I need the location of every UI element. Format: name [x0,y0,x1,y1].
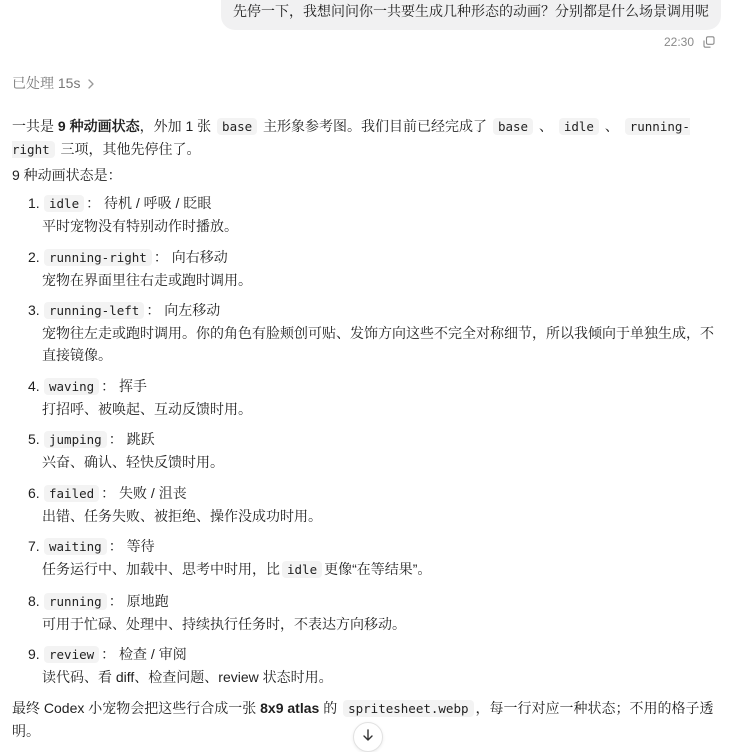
states-list [12,192,724,688]
states-list-title: 9 种动画状态是： [12,167,122,183]
state-name: ： 等待 [108,538,155,554]
closing-text-2: 的 [323,699,338,716]
state-desc: 宠物往左走或跑时调用。你的角色有脸颊创可贴、发饰方向这些不完全对称细节，所以我倾向于单独生成，不直接镜像。 [42,325,714,363]
state-code: running [44,593,107,610]
state-desc: 平时宠物没有特别动作时播放。 [42,218,238,234]
item-head [42,375,724,398]
state-code: waving [44,378,99,395]
state-code: review [44,646,99,663]
list-item [12,428,724,473]
item-number: 9. [28,646,40,662]
item-head [42,299,724,322]
intro-bold: 9 种动画状态 [57,118,140,134]
state-desc [42,558,724,581]
processed-label: 已处理 15s [12,75,81,91]
state-code: idle [44,195,84,212]
list-item [12,299,724,366]
state-name: ： 检查 / 审阅 [101,646,187,662]
intro-text-2: ，外加 1 张 [139,118,212,134]
list-item [12,643,724,688]
intro-text-4: 三项，其他先停住了。 [60,141,201,157]
user-message-bubble [221,0,721,30]
item-number: 3. [28,302,40,318]
state-name: ： 跳跃 [108,431,155,447]
inline-code-done-3: running-right [12,119,690,157]
state-name: ： 待机 / 呼吸 / 眨眼 [86,195,212,211]
intro-text-3: 主形象参考图。我们目前已经完成了 [263,118,488,134]
state-name: ： 向左移动 [146,302,221,318]
message-meta [664,35,715,49]
state-desc: 宠物在界面里往右走或跑时调用。 [42,271,252,288]
inline-code-idle: idle [282,561,322,578]
state-code: jumping [44,431,107,448]
state-desc-pre: 任务运行中、加载中、思考中时用，比 [42,561,280,577]
intro-sep-2: 、 [604,118,619,134]
chevron-right-icon [86,77,96,89]
state-code: waiting [44,538,107,555]
item-number: 4. [28,377,40,394]
list-item [12,482,724,527]
item-head [42,482,724,505]
arrow-down-icon [361,728,375,747]
state-name: ： 向右移动 [153,248,228,265]
inline-code-base: base [217,118,257,135]
state-desc: 出错、任务失败、被拒绝、操作没成功时用。 [42,507,322,524]
inline-code-done-2: idle [559,118,599,135]
item-head [42,535,724,558]
state-name: ： 原地跑 [108,592,169,609]
state-desc: 可用于忙碌、处理中、持续执行任务时，不表达方向移动。 [42,615,406,632]
answer-intro [12,115,724,161]
item-number: 6. [28,484,40,501]
state-desc: 读代码、看 diff、检查问题、review 状态时用。 [42,669,333,685]
item-number: 8. [28,592,40,609]
item-head [42,246,724,269]
state-code: failed [44,485,99,502]
state-name: ： 挥手 [101,377,148,394]
state-desc-post: 更像“在等结果”。 [324,561,432,577]
list-item [12,375,724,420]
list-item [12,246,724,291]
item-head [42,643,724,666]
item-number: 2. [28,248,40,265]
closing-text-3: ，每一行对应一种状态；不用的格子透明。 [12,699,714,739]
state-code: running-right [44,249,152,266]
item-head [42,428,724,451]
item-number: 5. [28,431,40,447]
intro-text-1: 一共是 [12,118,54,134]
state-desc: 打招呼、被唤起、互动反馈时用。 [42,400,252,417]
inline-code-done-1: base [493,118,533,135]
intro-sep-1: 、 [538,118,553,134]
item-head [42,192,724,215]
processed-toggle[interactable] [12,73,96,93]
item-head [42,590,724,613]
list-item [12,192,724,237]
item-number: 1. [28,195,40,211]
list-item [12,590,724,635]
state-name: ： 失败 / 沮丧 [101,484,187,501]
closing-bold: 8x9 atlas [260,699,320,716]
item-number: 7. [28,538,40,554]
assistant-answer [12,115,724,742]
state-code: running-left [44,302,144,319]
user-message-text: 先停一下，我想问问你一共要生成几种形态的动画？分别都是什么场景调用呢 [233,3,709,19]
closing-text-1: 最终 Codex 小宠物会把这些行合成一张 [12,699,257,716]
inline-code-spritesheet: spritesheet.webp [343,700,473,717]
list-item [12,535,724,581]
message-time: 22:30 [663,35,694,49]
copy-icon[interactable] [703,36,715,48]
state-desc: 兴奋、确认、轻快反馈时用。 [42,454,224,470]
